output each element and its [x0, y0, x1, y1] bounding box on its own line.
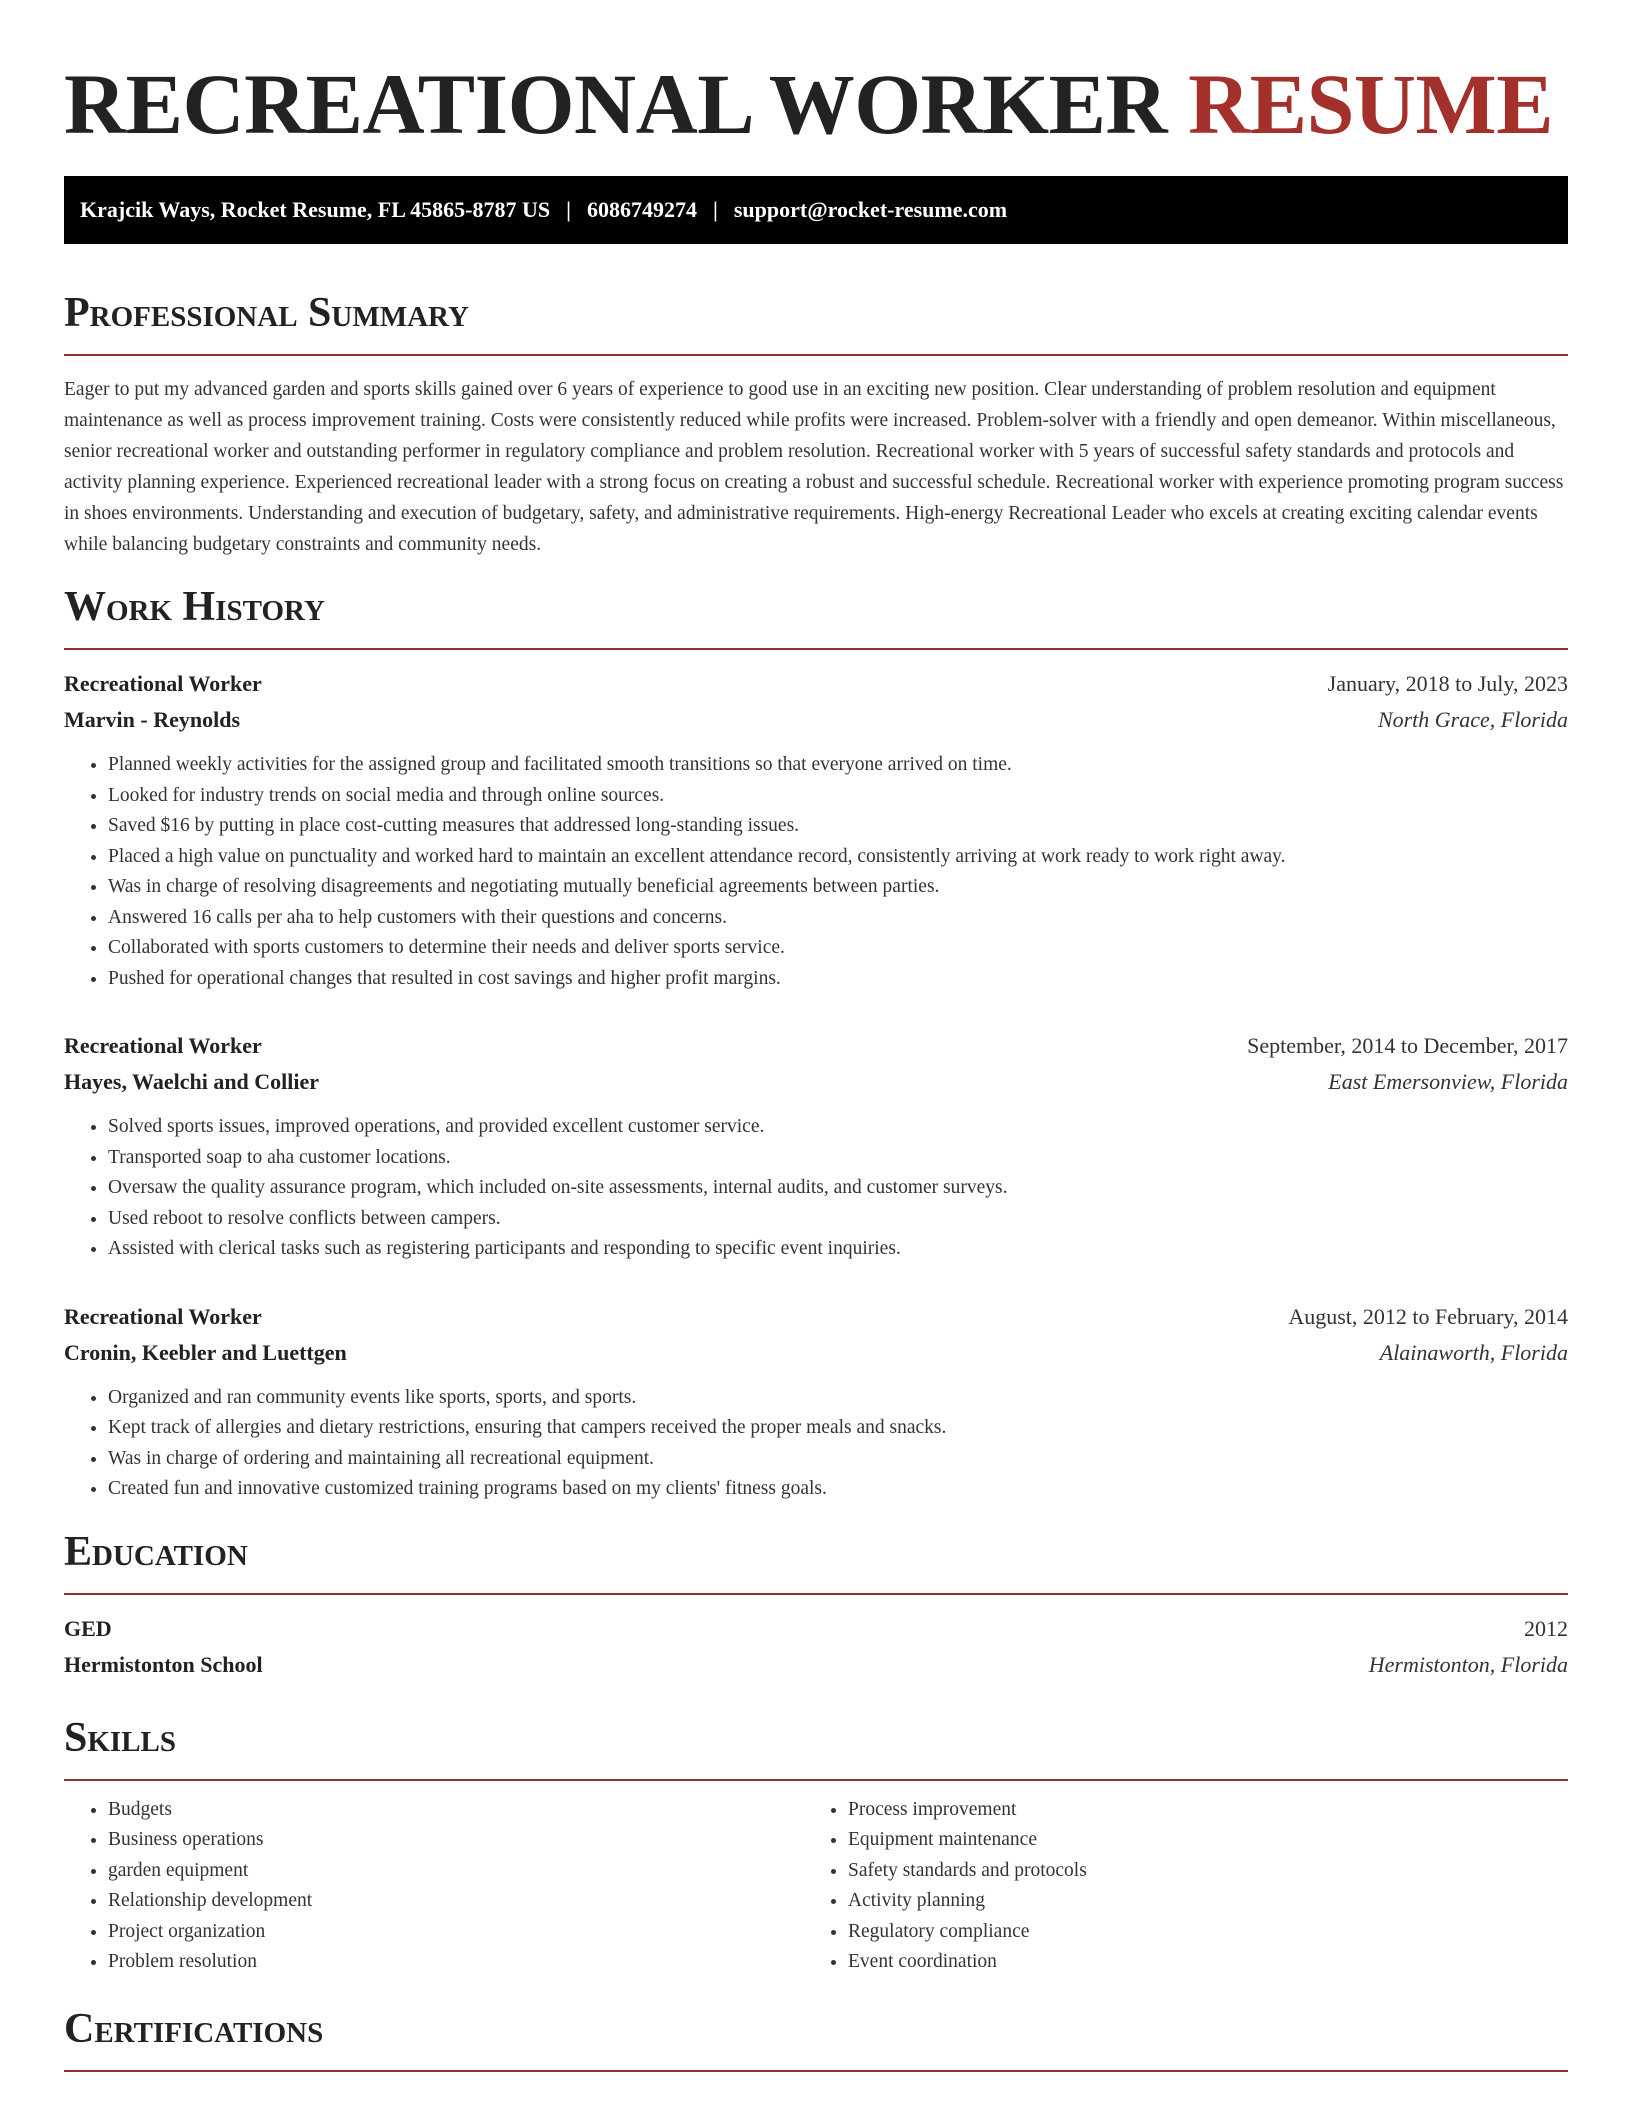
job-company: Marvin - Reynolds: [64, 707, 240, 732]
job-company-row: [64, 1064, 1568, 1100]
education-entry: [64, 1611, 1568, 1683]
list-item: • Kept track of allergies and dietary restrictions, ensuring that campers received the proper meals and snacks.: [108, 1413, 1568, 1444]
section-divider: [64, 2070, 1568, 2072]
resume-title: [64, 0, 1568, 152]
list-item: • Looked for industry trends on social media and through online sources.: [108, 781, 1568, 812]
education-degree: GED: [64, 1615, 112, 1641]
job-company-row: [64, 1335, 1568, 1371]
list-item: • Budgets: [108, 1795, 804, 1826]
skills-grid: [64, 1795, 1568, 1978]
list-item: • Problem resolution: [108, 1947, 804, 1978]
contact-email: support@rocket-resume.com: [733, 197, 1008, 222]
job-location: North Grace, Florida: [1377, 707, 1568, 732]
section-divider: [64, 1593, 1568, 1595]
job-title: Recreational Worker: [64, 1033, 262, 1058]
job-company-row: [64, 702, 1568, 738]
list-item: • Created fun and innovative customized training programs based on my clients' fitness goals.: [108, 1474, 1568, 1505]
education-heading: Education: [64, 1528, 248, 1575]
education-school-row: [64, 1647, 1568, 1683]
job-entry: [64, 666, 1568, 994]
job-company: Hayes, Waelchi and Collier: [64, 1069, 320, 1094]
job-title: Recreational Worker: [64, 1303, 262, 1329]
contact-separator: |: [713, 197, 718, 222]
summary-section: [64, 288, 1568, 560]
list-item: • Planned weekly activities for the assigned group and facilitated smooth transitions so that everyone arrived on time.: [108, 750, 1568, 781]
list-item: • Business operations: [108, 1825, 804, 1856]
list-item: • Transported soap to aha customer locations.: [108, 1143, 1568, 1174]
list-item: • Saved $16 by putting in place cost-cutting measures that addressed long-standing issues.: [108, 811, 1568, 842]
title-main: RECREATIONAL WORKER: [64, 56, 1168, 152]
contact-separator: |: [566, 197, 571, 222]
education-section: [64, 1527, 1568, 1683]
list-item: • Solved sports issues, improved operations, and provided excellent customer service.: [108, 1112, 1568, 1143]
job-dates: September, 2014 to December, 2017: [1247, 1033, 1568, 1058]
list-item: • Organized and ran community events like sports, sports, and sports.: [108, 1383, 1568, 1414]
list-item: • Event coordination: [848, 1947, 1544, 1978]
section-divider: [64, 1779, 1568, 1781]
job-header-row: [64, 1299, 1568, 1335]
list-item: • garden equipment: [108, 1856, 804, 1887]
job-location: East Emersonview, Florida: [1328, 1069, 1568, 1094]
list-item: • Used reboot to resolve conflicts between campers.: [108, 1204, 1568, 1235]
work-history-section: [64, 582, 1568, 1505]
skills-list-left: [64, 1795, 804, 1978]
education-row: [64, 1611, 1568, 1647]
job-company: Cronin, Keebler and Luettgen: [64, 1339, 347, 1365]
list-item: • Was in charge of ordering and maintaining all recreational equipment.: [108, 1444, 1568, 1475]
section-divider: [64, 354, 1568, 356]
list-item: • Oversaw the quality assurance program, which included on-site assessments, internal audits, and customer surveys.: [108, 1173, 1568, 1204]
job-dates: January, 2018 to July, 2023: [1327, 671, 1568, 696]
list-item: • Collaborated with sports customers to determine their needs and deliver sports service.: [108, 933, 1568, 964]
list-item: • Assisted with clerical tasks such as registering participants and responding to specific event inquiries.: [108, 1234, 1568, 1265]
list-item: • Safety standards and protocols: [848, 1856, 1544, 1887]
job-bullets: [64, 750, 1568, 994]
contact-bar: [64, 176, 1568, 244]
title-accent: RESUME: [1188, 56, 1554, 152]
section-divider: [64, 648, 1568, 650]
job-bullets: [64, 1383, 1568, 1505]
job-entry: [64, 1028, 1568, 1265]
job-dates: August, 2012 to February, 2014: [1288, 1303, 1568, 1329]
list-item: • Process improvement: [848, 1795, 1544, 1826]
list-item: • Regulatory compliance: [848, 1917, 1544, 1948]
list-item: • Placed a high value on punctuality and worked hard to maintain an excellent attendance record, consistently arriving at work ready to work right away.: [108, 842, 1568, 873]
job-header-row: [64, 666, 1568, 702]
resume-page: [64, 0, 1568, 2072]
education-year: 2012: [1524, 1615, 1568, 1641]
job-entry: [64, 1299, 1568, 1505]
list-item: • Equipment maintenance: [848, 1825, 1544, 1856]
skills-heading: Skills: [64, 1714, 177, 1761]
list-item: • Was in charge of resolving disagreements and negotiating mutually beneficial agreements between parties.: [108, 872, 1568, 903]
job-title: Recreational Worker: [64, 671, 262, 696]
work-history-heading: Work History: [64, 584, 325, 630]
summary-heading: Professional Summary: [64, 290, 469, 336]
certifications-section: [64, 2004, 1568, 2072]
skills-list-right: [804, 1795, 1544, 1978]
job-location: Alainaworth, Florida: [1379, 1339, 1568, 1365]
contact-address: Krajcik Ways, Rocket Resume, FL 45865-8787 US: [80, 197, 551, 222]
list-item: • Answered 16 calls per aha to help customers with their questions and concerns.: [108, 903, 1568, 934]
list-item: • Activity planning: [848, 1886, 1544, 1917]
summary-text: Eager to put my advanced garden and sports skills gained over 6 years of experience to good use in an exciting new position. Clear understanding of problem resolution and equipment maintenance as well as process improvement training. Costs were consistently reduced while profits were increased. Problem-solver with a friendly and open demeanor. Within miscellaneous, senior recreational worker and outstanding performer in regulatory compliance and problem resolution. Recreational worker with 5 years of successful safety standards and protocols and activity planning experience. Experienced recreational leader with a strong focus on creating a robust and successful schedule. Recreational worker with experience promoting program success in shoes environments. Understanding and execution of budgetary, safety, and administrative requirements. High-energy Recreational Leader who excels at creating exciting calendar events while balancing budgetary constraints and community needs.: [64, 379, 1564, 555]
list-item: • Project organization: [108, 1917, 804, 1948]
list-item: • Pushed for operational changes that resulted in cost savings and higher profit margins.: [108, 964, 1568, 995]
education-school: Hermistonton School: [64, 1651, 263, 1677]
certifications-heading: Certifications: [64, 2005, 324, 2052]
job-bullets: [64, 1112, 1568, 1265]
job-header-row: [64, 1028, 1568, 1064]
contact-phone: 6086749274: [587, 197, 697, 222]
skills-section: [64, 1713, 1568, 1978]
list-item: • Relationship development: [108, 1886, 804, 1917]
education-location: Hermistonton, Florida: [1368, 1651, 1568, 1677]
